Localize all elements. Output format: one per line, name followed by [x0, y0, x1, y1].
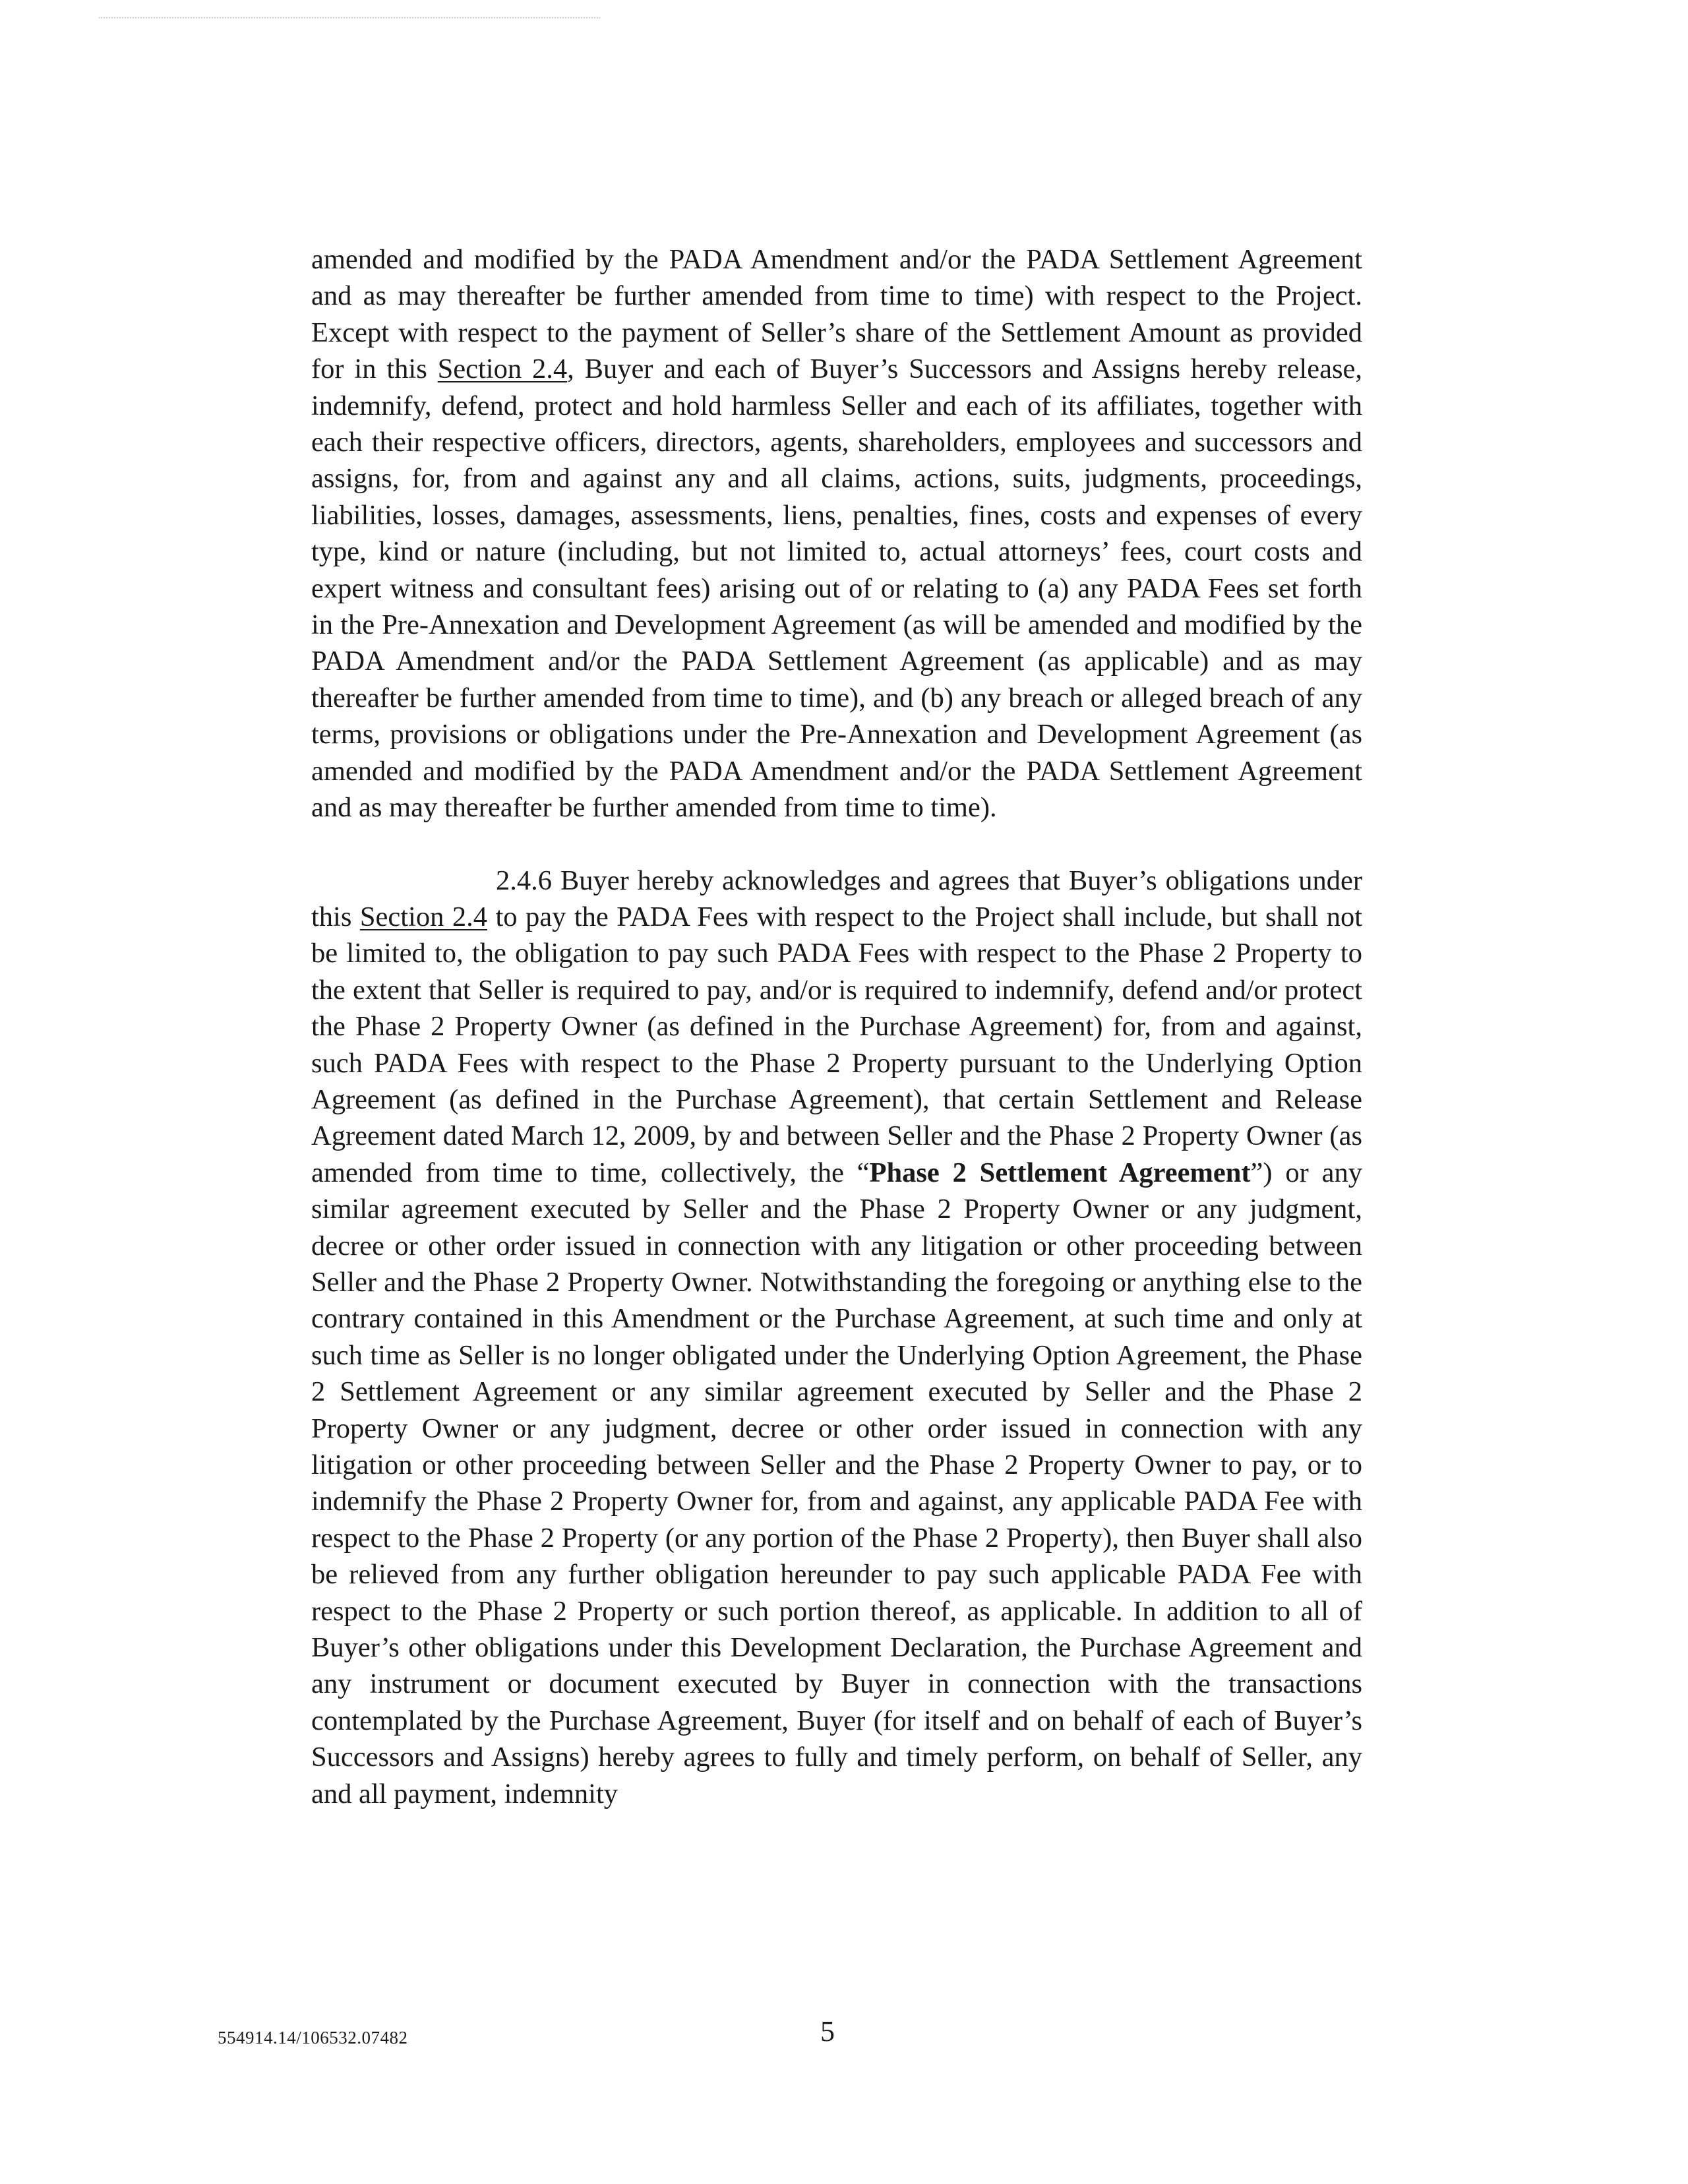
- paragraph1-text2: , Buyer and each of Buyer’s Successors and Assigns hereby release, indemnify, defend, protect and hold harmless Seller and each of its affiliates, together with each their respective officers, directors, agents, shareholders, employees and successors and assigns, for, from and against any and all claims, actions, suits, judgments, proceedings, liabilities, losses, damages, assessments, liens, penalties, fines, costs and expenses of every type, kind or nature (including, but not limited to, actual attorneys’ fees, court costs and expert witness and consultant fees) arising out of or relating to (a) any PADA Fees set forth in the Pre-Annexation and Development Agreement (as will be amended and modified by the PADA Amendment and/or the PADA Settlement Agreement (as applicable) and as may thereafter be further amended from time to time), and (b) any breach or alleged breach of any terms, provisions or obligations under the Pre-Annexation and Development Agreement (as amended and modified by the PADA Amendment and/or the PADA Settlement Agreement and as may thereafter be further amended from time to time).: [311, 353, 1362, 824]
- page-number: 5: [820, 2015, 835, 2048]
- paragraph2-text3: ”) or any similar agreement executed by Seller and the Phase 2 Property Owner or any judgment, decree or other order issued in connection with any litigation or other proceeding between Seller and the Phase 2 Property Owner. Notwithstanding the foregoing or anything else to the contrary contained in this Amendment or the Purchase Agreement, at such time and only at such time as Seller is no longer obligated under the Underlying Option Agreement, the Phase 2 Settlement Agreement or any similar agreement executed by Seller and the Phase 2 Property Owner or any judgment, decree or other order issued in connection with any litigation or other proceeding between Seller and the Phase 2 Property Owner to pay, or to indemnify the Phase 2 Property Owner for, from and against, any applicable PADA Fee with respect to the Phase 2 Property (or any portion of the Phase 2 Property), then Buyer shall also be relieved from any further obligation hereunder to pay such applicable PADA Fee with respect to the Phase 2 Property or such portion thereof, as applicable. In addition to all of Buyer’s other obligations under this Development Declaration, the Purchase Agreement and any instrument or document executed by Buyer in connection with the transactions contemplated by the Purchase Agreement, Buyer (for itself and on behalf of each of Buyer’s Successors and Assigns) hereby agrees to fully and timely perform, on behalf of Seller, any and all payment, indemnity: [311, 1157, 1362, 1809]
- section-reference-2-4: Section 2.4: [437, 353, 568, 385]
- paragraph1-text1: amended and modified by the PADA Amendment and/or the PADA Settlement Agreement and as may thereafter be further amended from time to time) with respect to the Project. Except with respect to the payment of Seller’s share of the Settlement Amount as provided for in this: [311, 244, 1362, 385]
- paragraph-2-4-6: [311, 863, 1362, 1813]
- scan-artifact: [99, 17, 600, 21]
- section-reference-2-4: Section 2.4: [359, 901, 487, 932]
- document-body: [311, 241, 1362, 1812]
- paragraph2-text1: 2.4.6 Buyer hereby acknowledges and agrees that Buyer’s obligations under this: [311, 864, 1362, 932]
- paragraph2-text2: to pay the PADA Fees with respect to the Project shall include, but shall not be limited to, the obligation to pay such PADA Fees with respect to the Phase 2 Property to the extent that Seller is required to pay, and/or is required to indemnify, defend and/or protect the Phase 2 Property Owner (as defined in the Purchase Agreement) for, from and against, such PADA Fees with respect to the Phase 2 Property pursuant to the Underlying Option Agreement (as defined in the Purchase Agreement), that certain Settlement and Release Agreement dated March 12, 2009, by and between Seller and the Phase 2 Property Owner (as amended from time to time, collectively, the “: [311, 901, 1363, 1188]
- paragraph-continuation: [311, 241, 1362, 826]
- footer-document-id: 554914.14/106532.07482: [218, 2028, 408, 2048]
- defined-term-phase-2-settlement-agreement: Phase 2 Settlement Agreement: [869, 1157, 1251, 1188]
